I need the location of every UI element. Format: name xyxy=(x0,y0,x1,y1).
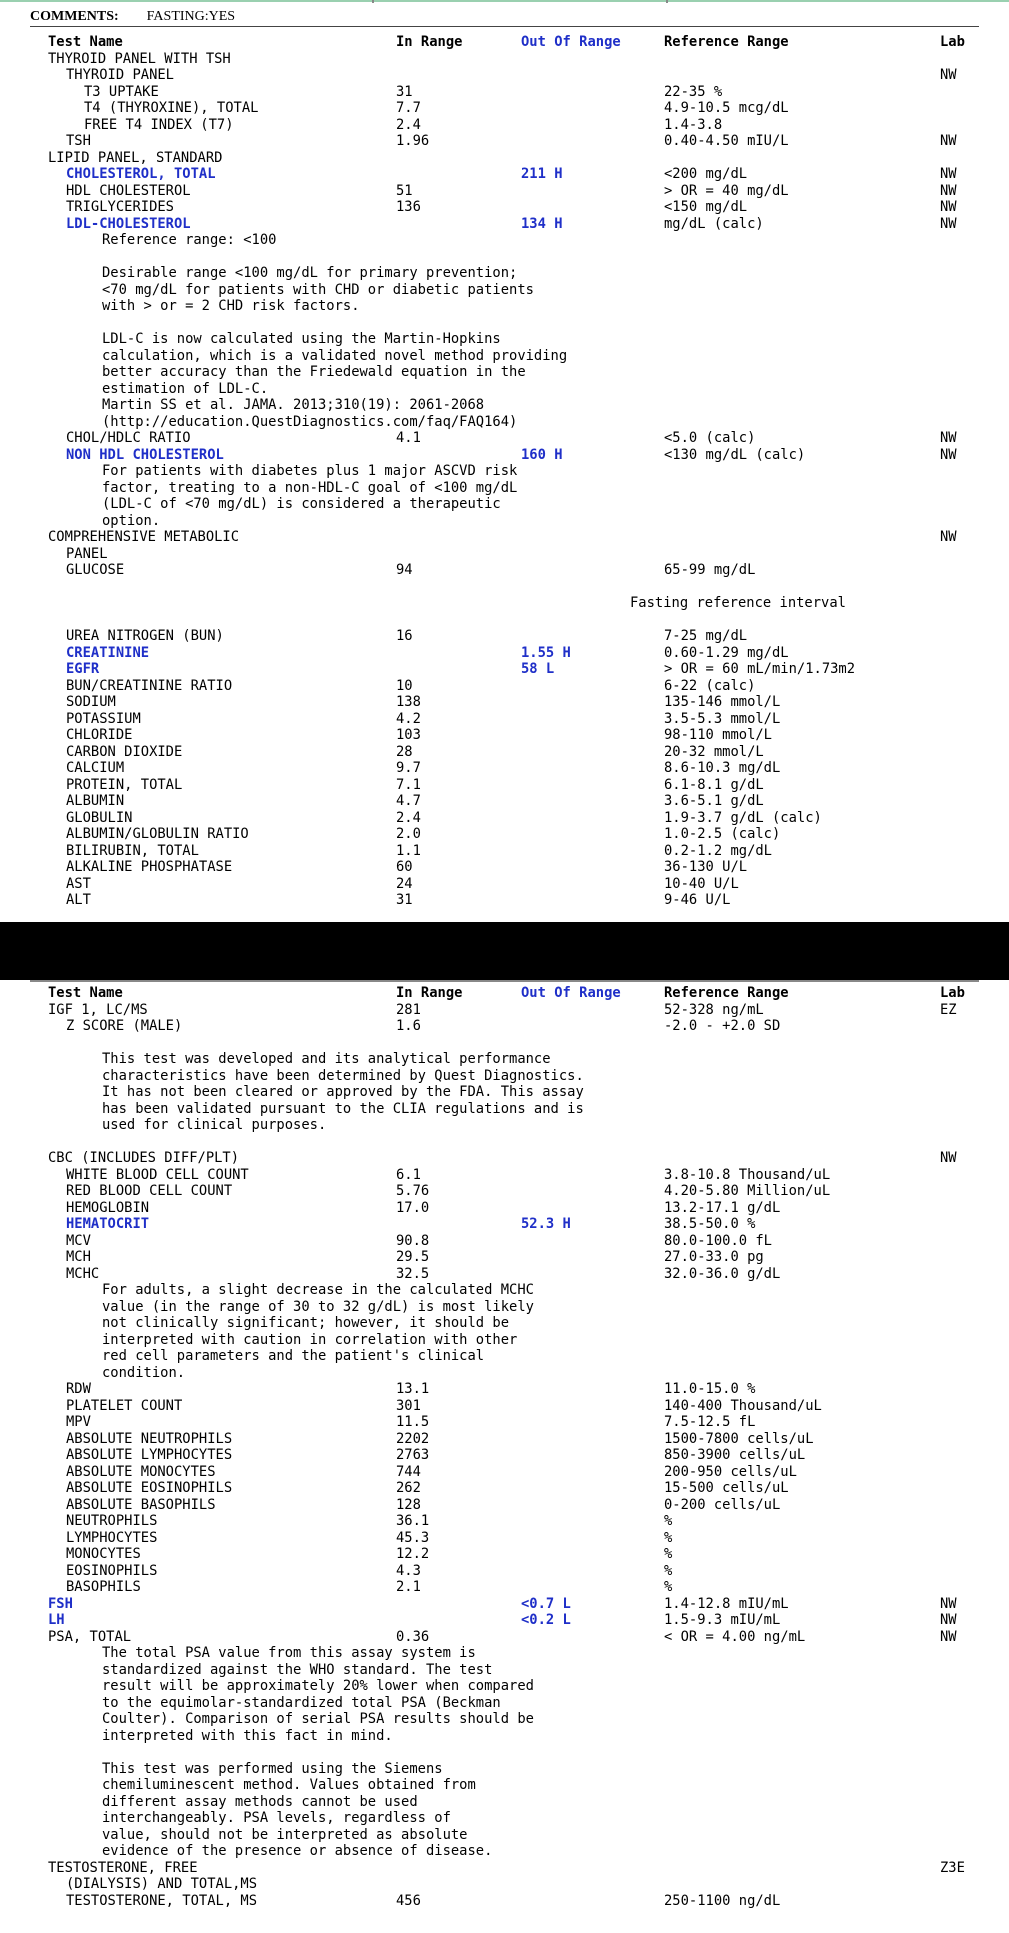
lab-code: NW xyxy=(940,1150,957,1166)
fasting-note-row xyxy=(0,595,1009,612)
in-range-value: 4.3 xyxy=(396,1562,421,1579)
reference-range: 80.0-100.0 fL xyxy=(664,1232,772,1249)
header-out-of-range: Out Of Range xyxy=(521,34,621,50)
test-name: GLOBULIN xyxy=(66,809,133,826)
test-name: TESTOSTERONE, FREE xyxy=(48,1859,198,1876)
test-name: LH xyxy=(48,1612,65,1628)
reference-range: 20-32 mmol/L xyxy=(664,743,764,760)
in-range-value: 29.5 xyxy=(396,1249,430,1265)
table-row xyxy=(0,1381,1009,1398)
divider-mark xyxy=(372,0,374,3)
in-range-value: 0.36 xyxy=(396,1628,430,1645)
reference-range: 250-1100 ng/dL xyxy=(664,1892,781,1909)
test-name: BILIRUBIN, TOTAL xyxy=(66,842,199,859)
test-name: COMPREHENSIVE METABOLIC xyxy=(48,529,240,545)
lab-code: Z3E xyxy=(940,1859,965,1876)
in-range-value: 94 xyxy=(396,562,413,578)
reference-range: 15-500 cells/uL xyxy=(664,1480,789,1496)
test-name: ABSOLUTE EOSINOPHILS xyxy=(66,1480,233,1496)
table-row xyxy=(0,744,1009,761)
reference-range: 22-35 % xyxy=(664,83,723,100)
header-reference-range: Reference Range xyxy=(664,34,789,50)
table-row xyxy=(0,1497,1009,1514)
out-of-range-value: 1.55 H xyxy=(521,644,571,661)
test-name: MCV xyxy=(66,1232,91,1249)
table-row xyxy=(0,727,1009,744)
reference-range: 9-46 U/L xyxy=(664,892,731,908)
reference-range: > OR = 40 mg/dL xyxy=(664,182,789,199)
table-row xyxy=(0,1018,1009,1035)
comments-label: COMMENTS: xyxy=(30,9,119,24)
result-note: For patients with diabetes plus 1 major ASCVD risk factor, treating to a non-HDL-C goal of <100 mg/dL (LDL-C of <70 mg/dL) is considered a therapeutic option. xyxy=(102,463,518,529)
lab-code: NW xyxy=(940,430,957,446)
table-row xyxy=(0,876,1009,893)
test-name: TSH xyxy=(66,133,91,149)
in-range-value: 1.1 xyxy=(396,842,421,859)
reference-range: 4.20-5.80 Million/uL xyxy=(664,1183,831,1199)
in-range-value: 262 xyxy=(396,1480,421,1496)
reference-range: 0-200 cells/uL xyxy=(664,1496,781,1513)
test-name: MPV xyxy=(66,1414,91,1430)
table-row xyxy=(0,760,1009,777)
header-lab: Lab xyxy=(940,34,965,50)
table-row xyxy=(0,1167,1009,1184)
reference-range: 7-25 mg/dL xyxy=(664,628,748,644)
table-row xyxy=(0,1002,1009,1019)
table-header xyxy=(0,985,1009,1002)
reference-range: 1.4-12.8 mIU/mL xyxy=(664,1595,789,1612)
out-of-range-value: 134 H xyxy=(521,215,563,232)
test-name: HEMATOCRIT xyxy=(66,1216,150,1232)
table-row xyxy=(0,628,1009,645)
test-name: PLATELET COUNT xyxy=(66,1397,183,1414)
test-name: FSH xyxy=(48,1595,73,1612)
in-range-value: 12.2 xyxy=(396,1546,430,1562)
test-name: HDL CHOLESTEROL xyxy=(66,182,191,199)
reference-range: 1500-7800 cells/uL xyxy=(664,1430,814,1447)
test-name: IGF 1, LC/MS xyxy=(48,1001,148,1018)
reference-range: 3.6-5.1 g/dL xyxy=(664,793,764,809)
fasting-note: Fasting reference interval xyxy=(630,595,846,611)
out-of-range-value: <0.2 L xyxy=(521,1612,571,1628)
table-header xyxy=(0,34,1009,51)
in-range-value: 51 xyxy=(396,182,413,199)
table-row xyxy=(0,810,1009,827)
in-range-value: 1.6 xyxy=(396,1018,421,1034)
table-row xyxy=(0,100,1009,117)
reference-range: % xyxy=(664,1513,673,1529)
table-row xyxy=(0,1200,1009,1217)
in-range-value: 2.0 xyxy=(396,826,421,842)
test-name: MCH xyxy=(66,1249,91,1265)
table-row xyxy=(0,1150,1009,1167)
test-name: NEUTROPHILS xyxy=(66,1513,158,1529)
header-rule xyxy=(30,980,979,982)
reference-range: 11.0-15.0 % xyxy=(664,1381,756,1397)
test-name: NON HDL CHOLESTEROL xyxy=(66,446,224,463)
in-range-value: 45.3 xyxy=(396,1529,430,1546)
out-of-range-value: 52.3 H xyxy=(521,1216,571,1232)
table-row xyxy=(0,892,1009,909)
test-name: THYROID PANEL WITH TSH xyxy=(48,50,231,67)
table-row xyxy=(0,117,1009,134)
table-row xyxy=(0,826,1009,843)
lab-code: NW xyxy=(940,1595,957,1612)
test-name: FREE T4 INDEX (T7) xyxy=(84,116,234,133)
spacer xyxy=(0,1035,1009,1052)
table-row xyxy=(0,1563,1009,1580)
test-name: T4 (THYROXINE), TOTAL xyxy=(84,100,259,116)
reference-range: > OR = 60 mL/min/1.73m2 xyxy=(664,661,856,677)
test-name: UREA NITROGEN (BUN) xyxy=(66,628,224,644)
table-row xyxy=(0,859,1009,876)
reference-range: 6.1-8.1 g/dL xyxy=(664,776,764,793)
spacer xyxy=(0,612,1009,629)
test-name: ALBUMIN xyxy=(66,793,125,809)
table-row xyxy=(0,562,1009,579)
reference-range: % xyxy=(664,1529,673,1546)
test-name: ALKALINE PHOSPHATASE xyxy=(66,859,233,875)
in-range-value: 7.7 xyxy=(396,100,421,116)
in-range-value: 7.1 xyxy=(396,776,421,793)
comments-value: FASTING:YES xyxy=(146,9,236,24)
test-name: BUN/CREATININE RATIO xyxy=(66,677,233,694)
report-page-1 xyxy=(0,0,1009,922)
test-name: EGFR xyxy=(66,661,100,677)
table-row xyxy=(0,1216,1009,1233)
test-name: CHLORIDE xyxy=(66,727,133,743)
lab-code: NW xyxy=(940,182,957,199)
lab-code: NW xyxy=(940,215,957,232)
report-page-2 xyxy=(0,980,1009,1933)
results-rows xyxy=(0,1002,1009,1910)
lab-code: EZ xyxy=(940,1001,957,1018)
table-row xyxy=(0,1579,1009,1596)
out-of-range-value: 211 H xyxy=(521,166,563,182)
table-row xyxy=(0,1893,1009,1910)
test-name: TESTOSTERONE, TOTAL, MS xyxy=(66,1892,258,1909)
reference-range: 27.0-33.0 pg xyxy=(664,1249,764,1265)
result-note: This test was developed and its analytical performance characteristics have been determined by Quest Diagnostics. It has not been cleared or approved by the FDA. This assay has been validated pursuant to the CLIA regulations and is used for clinical purposes. xyxy=(102,1051,584,1133)
out-of-range-value: 160 H xyxy=(521,446,563,463)
table-row xyxy=(0,1398,1009,1415)
table-row xyxy=(0,661,1009,678)
reference-range: 3.8-10.8 Thousand/uL xyxy=(664,1166,831,1183)
reference-range: 200-950 cells/uL xyxy=(664,1463,797,1480)
table-row xyxy=(0,1612,1009,1629)
reference-range: 13.2-17.1 g/dL xyxy=(664,1199,781,1216)
in-range-value: 138 xyxy=(396,694,421,710)
table-row xyxy=(0,166,1009,183)
lab-code: NW xyxy=(940,1612,957,1628)
reference-range: 6-22 (calc) xyxy=(664,677,756,694)
test-name: WHITE BLOOD CELL COUNT xyxy=(66,1166,249,1183)
reference-range: 0.60-1.29 mg/dL xyxy=(664,644,789,661)
header-in-range: In Range xyxy=(396,34,463,50)
table-row xyxy=(0,84,1009,101)
test-name: T3 UPTAKE xyxy=(84,83,159,100)
lab-code: NW xyxy=(940,67,957,83)
header-out-of-range: Out Of Range xyxy=(521,985,621,1001)
header-test-name: Test Name xyxy=(48,34,123,50)
table-row xyxy=(0,1513,1009,1530)
reference-range: 52-328 ng/mL xyxy=(664,1001,764,1018)
test-name: PSA, TOTAL xyxy=(48,1628,132,1645)
in-range-value: 2.4 xyxy=(396,116,421,133)
in-range-value: 28 xyxy=(396,743,413,760)
test-name: BASOPHILS xyxy=(66,1579,141,1595)
test-name: MONOCYTES xyxy=(66,1546,141,1562)
table-row xyxy=(0,1414,1009,1431)
table-row xyxy=(0,843,1009,860)
table-row xyxy=(0,546,1009,563)
reference-range: 0.40-4.50 mIU/L xyxy=(664,133,789,149)
test-name: RED BLOOD CELL COUNT xyxy=(66,1183,233,1199)
reference-range: 32.0-36.0 g/dL xyxy=(664,1265,781,1282)
in-range-value: 2202 xyxy=(396,1430,430,1447)
table-row xyxy=(0,1447,1009,1464)
test-name: ABSOLUTE NEUTROPHILS xyxy=(66,1430,233,1447)
lab-code: NW xyxy=(940,166,957,182)
reference-range: < OR = 4.00 ng/mL xyxy=(664,1628,806,1645)
reference-range: 135-146 mmol/L xyxy=(664,694,781,710)
test-name: ABSOLUTE MONOCYTES xyxy=(66,1463,216,1480)
test-name: Z SCORE (MALE) xyxy=(66,1018,183,1034)
divider-mark xyxy=(666,0,668,3)
in-range-value: 136 xyxy=(396,199,421,215)
lab-code: NW xyxy=(940,446,957,463)
in-range-value: 11.5 xyxy=(396,1414,430,1430)
reference-range: 1.5-9.3 mIU/mL xyxy=(664,1612,781,1628)
test-name: PANEL xyxy=(66,545,108,562)
test-name: PROTEIN, TOTAL xyxy=(66,776,183,793)
test-name: ALBUMIN/GLOBULIN RATIO xyxy=(66,826,249,842)
in-range-value: 301 xyxy=(396,1397,421,1414)
results-table-2 xyxy=(0,985,1009,1909)
lab-code: NW xyxy=(940,199,957,215)
table-row xyxy=(0,51,1009,68)
table-row xyxy=(0,645,1009,662)
in-range-value: 60 xyxy=(396,859,413,875)
test-name: CARBON DIOXIDE xyxy=(66,743,183,760)
in-range-value: 31 xyxy=(396,83,413,100)
header-reference-range: Reference Range xyxy=(664,985,789,1001)
test-name: EOSINOPHILS xyxy=(66,1562,158,1579)
in-range-value: 103 xyxy=(396,727,421,743)
test-name: TRIGLYCERIDES xyxy=(66,199,174,215)
table-row xyxy=(0,1546,1009,1563)
reference-range: % xyxy=(664,1546,673,1562)
table-row xyxy=(0,430,1009,447)
in-range-value: 10 xyxy=(396,677,413,694)
test-name: CHOLESTEROL, TOTAL xyxy=(66,166,216,182)
header-lab: Lab xyxy=(940,985,965,1001)
test-name: LYMPHOCYTES xyxy=(66,1529,158,1546)
reference-range: 38.5-50.0 % xyxy=(664,1216,756,1232)
test-name: ALT xyxy=(66,892,91,908)
table-row xyxy=(0,1530,1009,1547)
table-row xyxy=(0,67,1009,84)
table-row xyxy=(0,529,1009,546)
out-of-range-value: <0.7 L xyxy=(521,1595,571,1612)
in-range-value: 281 xyxy=(396,1001,421,1018)
header-test-name: Test Name xyxy=(48,985,123,1001)
table-row xyxy=(0,793,1009,810)
in-range-value: 32.5 xyxy=(396,1265,430,1282)
test-name: LIPID PANEL, STANDARD xyxy=(48,149,223,166)
table-row xyxy=(0,1249,1009,1266)
reference-range: 4.9-10.5 mcg/dL xyxy=(664,100,789,116)
result-note: The total PSA value from this assay system is standardized against the WHO standard. The test result will be approximately 20% lower when compared to the equimolar-standardized total PSA (Beckman Coulter). Comparison of serial PSA results should be interpreted with this fact in mind. This test was performed using the Siemens chemiluminescent method. Values obtained from different assay methods cannot be used interchangeably. PSA levels, regardless of value, should not be interpreted as absolute evidence of the presence or absence of disease. xyxy=(102,1645,534,1859)
in-range-value: 9.7 xyxy=(396,760,421,776)
result-note: Reference range: <100 Desirable range <100 mg/dL for primary prevention; <70 mg/dL for patients with CHD or diabetic patients with > or = 2 CHD risk factors. LDL-C is now calculated using the Martin-Hopkins calculation, which is a validated novel method providing better accuracy than the Friedewald equation in the estimation of LDL-C. Martin SS et al. JAMA. 2013;310(19): 2061-2068 (http://education.QuestDiagnostics.com/faq/FAQ164) xyxy=(102,232,568,430)
in-range-value: 744 xyxy=(396,1463,421,1480)
out-of-range-value: 58 L xyxy=(521,661,555,677)
table-row xyxy=(0,150,1009,167)
table-row xyxy=(0,1183,1009,1200)
table-row xyxy=(0,1596,1009,1613)
test-name: GLUCOSE xyxy=(66,562,125,578)
in-range-value: 2.4 xyxy=(396,809,421,826)
in-range-value: 4.7 xyxy=(396,793,421,809)
test-name: (DIALYSIS) AND TOTAL,MS xyxy=(66,1876,258,1892)
reference-range: 1.4-3.8 xyxy=(664,116,723,133)
test-name: ABSOLUTE LYMPHOCYTES xyxy=(66,1447,233,1463)
table-row xyxy=(0,183,1009,200)
table-row xyxy=(0,1233,1009,1250)
table-row xyxy=(0,1860,1009,1877)
in-range-value: 4.1 xyxy=(396,430,421,446)
table-row xyxy=(0,447,1009,464)
comments-underline xyxy=(30,26,979,27)
top-border xyxy=(0,0,1009,2)
reference-range: mg/dL (calc) xyxy=(664,215,764,232)
results-rows xyxy=(0,51,1009,909)
reference-range: % xyxy=(664,1562,673,1579)
reference-range: <130 mg/dL (calc) xyxy=(664,446,806,463)
test-name: AST xyxy=(66,875,91,892)
test-name: ABSOLUTE BASOPHILS xyxy=(66,1496,216,1513)
table-row xyxy=(0,1464,1009,1481)
table-row xyxy=(0,1431,1009,1448)
in-range-value: 16 xyxy=(396,628,413,644)
test-name: MCHC xyxy=(66,1265,100,1282)
test-name: THYROID PANEL xyxy=(66,67,174,83)
in-range-value: 2763 xyxy=(396,1447,430,1463)
test-name: CHOL/HDLC RATIO xyxy=(66,430,191,446)
reference-range: 8.6-10.3 mg/dL xyxy=(664,760,781,776)
results-table-1 xyxy=(0,34,1009,909)
reference-range: % xyxy=(664,1579,673,1595)
result-note: For adults, a slight decrease in the calculated MCHC value (in the range of 30 to 32 g/dL) is most likely not clinically significant; however, it should be interpreted with caution in correlation with other red cell parameters and the patient's clinical condition. xyxy=(102,1282,534,1381)
reference-range: 140-400 Thousand/uL xyxy=(664,1397,822,1414)
reference-range: 10-40 U/L xyxy=(664,875,739,892)
lab-code: NW xyxy=(940,1628,957,1645)
in-range-value: 17.0 xyxy=(396,1199,430,1216)
table-row xyxy=(0,711,1009,728)
table-row xyxy=(0,216,1009,233)
spacer xyxy=(0,1134,1009,1151)
test-name: SODIUM xyxy=(66,694,116,710)
reference-range: 36-130 U/L xyxy=(664,859,748,875)
in-range-value: 456 xyxy=(396,1892,421,1909)
test-name: POTASSIUM xyxy=(66,710,141,727)
in-range-value: 1.96 xyxy=(396,133,430,149)
table-row xyxy=(0,777,1009,794)
table-row xyxy=(0,678,1009,695)
reference-range: 7.5-12.5 fL xyxy=(664,1414,756,1430)
test-name: CREATININE xyxy=(66,644,150,661)
spacer xyxy=(0,579,1009,596)
in-range-value: 24 xyxy=(396,875,413,892)
test-name: HEMOGLOBIN xyxy=(66,1199,150,1216)
table-row xyxy=(0,1480,1009,1497)
reference-range: -2.0 - +2.0 SD xyxy=(664,1018,781,1034)
reference-range: <5.0 (calc) xyxy=(664,430,756,446)
reference-range: 65-99 mg/dL xyxy=(664,562,756,578)
table-row xyxy=(0,1266,1009,1283)
reference-range: 1.0-2.5 (calc) xyxy=(664,826,781,842)
table-row xyxy=(0,133,1009,150)
in-range-value: 2.1 xyxy=(396,1579,421,1595)
reference-range: 3.5-5.3 mmol/L xyxy=(664,710,781,727)
test-name: LDL-CHOLESTEROL xyxy=(66,215,191,232)
lab-code: NW xyxy=(940,133,957,149)
in-range-value: 4.2 xyxy=(396,710,421,727)
reference-range: 0.2-1.2 mg/dL xyxy=(664,842,772,859)
test-name: CALCIUM xyxy=(66,760,125,776)
table-row xyxy=(0,1876,1009,1893)
in-range-value: 31 xyxy=(396,892,413,908)
table-row xyxy=(0,694,1009,711)
in-range-value: 13.1 xyxy=(396,1381,430,1397)
lab-code: NW xyxy=(940,529,957,545)
in-range-value: 6.1 xyxy=(396,1166,421,1183)
table-row xyxy=(0,199,1009,216)
reference-range: 98-110 mmol/L xyxy=(664,727,772,743)
reference-range: <150 mg/dL xyxy=(664,199,748,215)
reference-range: <200 mg/dL xyxy=(664,166,748,182)
in-range-value: 36.1 xyxy=(396,1513,430,1529)
reference-range: 1.9-3.7 g/dL (calc) xyxy=(664,809,822,826)
test-name: RDW xyxy=(66,1381,91,1397)
header-in-range: In Range xyxy=(396,985,463,1001)
test-name: CBC (INCLUDES DIFF/PLT) xyxy=(48,1150,240,1166)
comments-line xyxy=(30,9,235,25)
table-row xyxy=(0,1629,1009,1646)
in-range-value: 5.76 xyxy=(396,1183,430,1199)
reference-range: 850-3900 cells/uL xyxy=(664,1447,806,1463)
in-range-value: 128 xyxy=(396,1496,421,1513)
in-range-value: 90.8 xyxy=(396,1232,430,1249)
